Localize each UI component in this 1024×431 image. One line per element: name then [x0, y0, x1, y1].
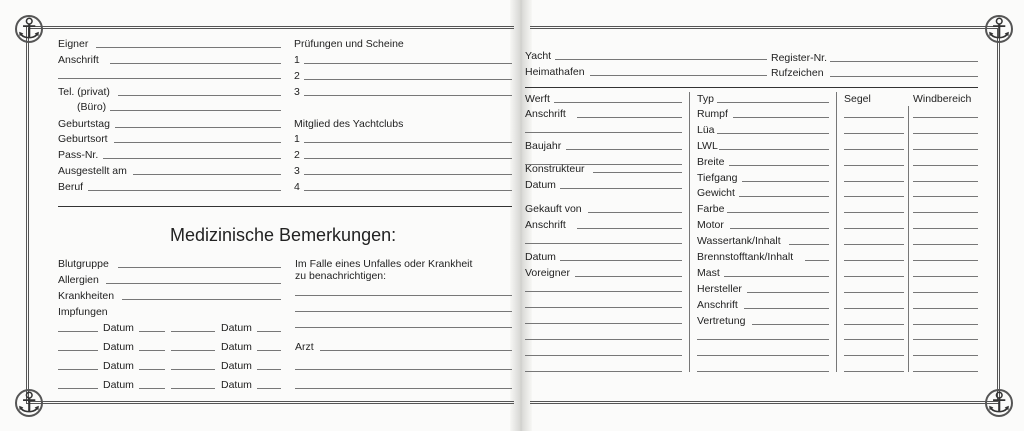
windbereich-cell[interactable] [913, 117, 978, 118]
pruefung-line[interactable] [304, 95, 512, 96]
segel-cell[interactable] [844, 165, 904, 166]
tel-buero-label: (Büro) [77, 101, 107, 113]
column-separator [689, 92, 690, 372]
emergency-line[interactable] [295, 311, 512, 312]
gewicht-line[interactable] [739, 196, 829, 197]
rumpf-label: Rumpf [697, 108, 728, 120]
segel-header: Segel [844, 93, 871, 105]
yacht-line[interactable] [555, 59, 767, 60]
anchor-icon: ⚓ [12, 12, 46, 46]
segel-cell[interactable] [844, 196, 904, 197]
windbereich-cell[interactable] [913, 133, 978, 134]
typ-label: Typ [697, 93, 714, 105]
column-separator [908, 106, 909, 372]
rufzeichen-label: Rufzeichen [771, 67, 824, 79]
impfung-line[interactable] [171, 331, 215, 332]
werft-label: Werft [525, 93, 550, 105]
motor-label: Motor [697, 219, 724, 231]
werft-anschrift-label: Anschrift [525, 108, 566, 120]
segel-cell[interactable] [844, 324, 904, 325]
mast-anschrift-line[interactable] [744, 308, 829, 309]
impfung-line[interactable] [58, 369, 98, 370]
segel-cell[interactable] [844, 149, 904, 150]
right-top-divider [525, 87, 978, 88]
eigner-label: Eigner [58, 38, 89, 50]
tel-privat-line[interactable] [118, 95, 281, 96]
gewicht-label: Gewicht [697, 187, 735, 199]
rumpf-line[interactable] [733, 117, 829, 118]
rufzeichen-line[interactable] [830, 76, 978, 77]
heimathafen-label: Heimathafen [525, 66, 585, 78]
brennstofftank-line[interactable] [805, 260, 829, 261]
motor-line[interactable] [730, 228, 829, 229]
tiefgang-label: Tiefgang [697, 172, 738, 184]
anschrift-line-2[interactable] [58, 78, 281, 79]
yachtclub-number: 2 [294, 149, 300, 161]
pass-nr-line[interactable] [103, 158, 281, 159]
anchor-icon: ⚓ [982, 386, 1016, 420]
voreigner-line-3[interactable] [525, 307, 682, 308]
typ-blank-line[interactable] [697, 355, 829, 356]
datum-line[interactable] [257, 331, 281, 332]
datum-line[interactable] [257, 369, 281, 370]
blutgruppe-label: Blutgruppe [58, 258, 109, 270]
datum-label: Datum [221, 341, 252, 353]
rope-frame-left [26, 26, 514, 404]
baujahr-label: Baujahr [525, 140, 562, 152]
register-nr-line[interactable] [830, 61, 978, 62]
pruefung-number: 2 [294, 70, 300, 82]
windbereich-cell[interactable] [913, 355, 978, 356]
anschrift-label: Anschrift [58, 54, 99, 66]
impfung-line[interactable] [171, 388, 215, 389]
breite-label: Breite [697, 156, 725, 168]
tiefgang-line[interactable] [742, 181, 829, 182]
datum-label: Datum [103, 322, 134, 334]
ausgestellt-am-label: Ausgestellt am [58, 165, 127, 177]
krankheiten-label: Krankheiten [58, 290, 115, 302]
segel-cell[interactable] [844, 308, 904, 309]
blutgruppe-line[interactable] [118, 267, 281, 268]
windbereich-header: Windbereich [913, 93, 972, 105]
voreigner-line-6[interactable] [525, 355, 682, 356]
breite-line[interactable] [729, 165, 829, 166]
datum-line[interactable] [560, 188, 682, 189]
anchor-icon: ⚓ [982, 12, 1016, 46]
anschrift-line[interactable] [110, 63, 281, 64]
windbereich-cell[interactable] [913, 165, 978, 166]
allergien-line[interactable] [106, 283, 281, 284]
windbereich-cell[interactable] [913, 276, 978, 277]
datum-label: Datum [103, 341, 134, 353]
kauf-datum-line[interactable] [560, 260, 682, 261]
yacht-label: Yacht [525, 50, 552, 62]
voreigner-line-7[interactable] [525, 371, 682, 372]
segel-cell[interactable] [844, 117, 904, 118]
verkaeufer-anschrift-line-2[interactable] [525, 243, 682, 244]
konstrukteur-line[interactable] [593, 172, 682, 173]
geburtsort-label: Geburtsort [58, 133, 108, 145]
medical-heading: Medizinische Bemerkungen: [170, 225, 397, 245]
werft-anschrift-line-2[interactable] [525, 132, 682, 133]
ausgestellt-am-line[interactable] [133, 174, 281, 175]
datum-line[interactable] [139, 369, 165, 370]
anchor-icon: ⚓ [12, 386, 46, 420]
arzt-line-3[interactable] [295, 388, 512, 389]
section-divider [58, 206, 512, 207]
verkaeufer-anschrift-line[interactable] [577, 228, 682, 229]
datum-label: Datum [103, 360, 134, 372]
voreigner-line[interactable] [575, 276, 682, 277]
segel-cell[interactable] [844, 181, 904, 182]
arzt-line-2[interactable] [295, 369, 512, 370]
windbereich-cell[interactable] [913, 212, 978, 213]
tel-buero-line[interactable] [110, 110, 281, 111]
vertretung-line[interactable] [752, 324, 829, 325]
segel-cell[interactable] [844, 371, 904, 372]
arzt-line[interactable] [320, 350, 512, 351]
impfung-line[interactable] [58, 388, 98, 389]
lwl-line[interactable] [719, 149, 829, 150]
segel-cell[interactable] [844, 260, 904, 261]
kauf-datum-label: Datum [525, 251, 556, 263]
heimathafen-line[interactable] [590, 75, 767, 76]
gekauft-von-label: Gekauft von [525, 203, 582, 215]
voreigner-line-5[interactable] [525, 339, 682, 340]
krankheiten-line[interactable] [122, 299, 281, 300]
yachtclub-heading: Mitglied des Yachtclubs [294, 118, 404, 130]
datum-line[interactable] [257, 350, 281, 351]
wassertank-label: Wassertank/Inhalt [697, 235, 781, 247]
impfung-line[interactable] [171, 369, 215, 370]
hersteller-line[interactable] [747, 292, 829, 293]
segel-cell[interactable] [844, 292, 904, 293]
datum-line[interactable] [257, 388, 281, 389]
voreigner-label: Voreigner [525, 267, 570, 279]
windbereich-cell[interactable] [913, 371, 978, 372]
windbereich-cell[interactable] [913, 260, 978, 261]
column-separator [836, 92, 837, 372]
impfung-line[interactable] [58, 331, 98, 332]
typ-blank-line[interactable] [697, 371, 829, 372]
farbe-line[interactable] [727, 212, 829, 213]
emergency-line[interactable] [295, 295, 512, 296]
segel-cell[interactable] [844, 339, 904, 340]
windbereich-cell[interactable] [913, 244, 978, 245]
typ-blank-line[interactable] [697, 339, 829, 340]
geburtstag-label: Geburtstag [58, 118, 110, 130]
windbereich-cell[interactable] [913, 196, 978, 197]
lua-line[interactable] [717, 133, 829, 134]
pruefung-line[interactable] [304, 63, 512, 64]
windbereich-cell[interactable] [913, 339, 978, 340]
konstrukteur-label: Konstrukteur [525, 163, 585, 175]
mast-label: Mast [697, 267, 720, 279]
gekauft-von-line[interactable] [588, 212, 682, 213]
yachtclub-number: 3 [294, 165, 300, 177]
yachtclub-line[interactable] [304, 174, 512, 175]
geburtsort-line[interactable] [114, 142, 281, 143]
beruf-line[interactable] [88, 190, 281, 191]
impfung-line[interactable] [171, 350, 215, 351]
beruf-label: Beruf [58, 181, 84, 193]
datum-line[interactable] [139, 331, 165, 332]
pass-nr-label: Pass-Nr. [58, 149, 99, 161]
baujahr-line[interactable] [566, 149, 682, 150]
mast-line[interactable] [724, 276, 829, 277]
pruefung-line[interactable] [304, 79, 512, 80]
emergency-heading-line2: zu benachrichtigen: [295, 270, 387, 282]
vertretung-label: Vertretung [697, 315, 746, 327]
yachtclub-number: 4 [294, 181, 300, 193]
segel-cell[interactable] [844, 133, 904, 134]
voreigner-line-2[interactable] [525, 291, 682, 292]
voreigner-line-4[interactable] [525, 323, 682, 324]
datum-label: Datum [221, 322, 252, 334]
yachtclub-line[interactable] [304, 142, 512, 143]
datum-label: Datum [525, 179, 556, 191]
farbe-label: Farbe [697, 203, 725, 215]
lua-label: Lüa [697, 124, 715, 136]
arzt-label: Arzt [295, 341, 314, 353]
segel-cell[interactable] [844, 276, 904, 277]
windbereich-cell[interactable] [913, 324, 978, 325]
werft-line[interactable] [554, 102, 682, 103]
emergency-heading-line1: Im Falle eines Unfalles oder Krankheit [295, 258, 473, 270]
emergency-line[interactable] [295, 327, 512, 328]
windbereich-cell[interactable] [913, 228, 978, 229]
datum-label: Datum [103, 379, 134, 391]
verkaeufer-anschrift-label: Anschrift [525, 219, 566, 231]
allergien-label: Allergien [58, 274, 99, 286]
windbereich-cell[interactable] [913, 292, 978, 293]
windbereich-cell[interactable] [913, 149, 978, 150]
pruefung-number: 3 [294, 86, 300, 98]
pruefungen-heading: Prüfungen und Scheine [294, 38, 404, 50]
yachtclub-number: 1 [294, 133, 300, 145]
register-nr-label: Register-Nr. [771, 52, 828, 64]
datum-label: Datum [221, 379, 252, 391]
impfungen-label: Impfungen [58, 306, 108, 318]
segel-cell[interactable] [844, 212, 904, 213]
yachtclub-line[interactable] [304, 190, 512, 191]
windbereich-cell[interactable] [913, 308, 978, 309]
yachtclub-line[interactable] [304, 158, 512, 159]
eigner-line[interactable] [96, 47, 281, 48]
pruefung-number: 1 [294, 54, 300, 66]
werft-anschrift-line[interactable] [577, 117, 682, 118]
segel-cell[interactable] [844, 228, 904, 229]
windbereich-cell[interactable] [913, 181, 978, 182]
impfung-line[interactable] [58, 350, 98, 351]
geburtstag-line[interactable] [115, 127, 281, 128]
mast-anschrift-label: Anschrift [697, 299, 738, 311]
typ-line[interactable] [717, 102, 829, 103]
wassertank-line[interactable] [789, 244, 829, 245]
brennstofftank-label: Brennstofftank/Inhalt [697, 251, 794, 263]
datum-label: Datum [221, 360, 252, 372]
hersteller-label: Hersteller [697, 283, 742, 295]
tel-privat-label: Tel. (privat) [58, 86, 110, 98]
segel-cell[interactable] [844, 244, 904, 245]
lwl-label: LWL [697, 140, 718, 152]
rope-frame-right [530, 26, 1000, 404]
segel-cell[interactable] [844, 355, 904, 356]
datum-line[interactable] [139, 350, 165, 351]
datum-line[interactable] [139, 388, 165, 389]
